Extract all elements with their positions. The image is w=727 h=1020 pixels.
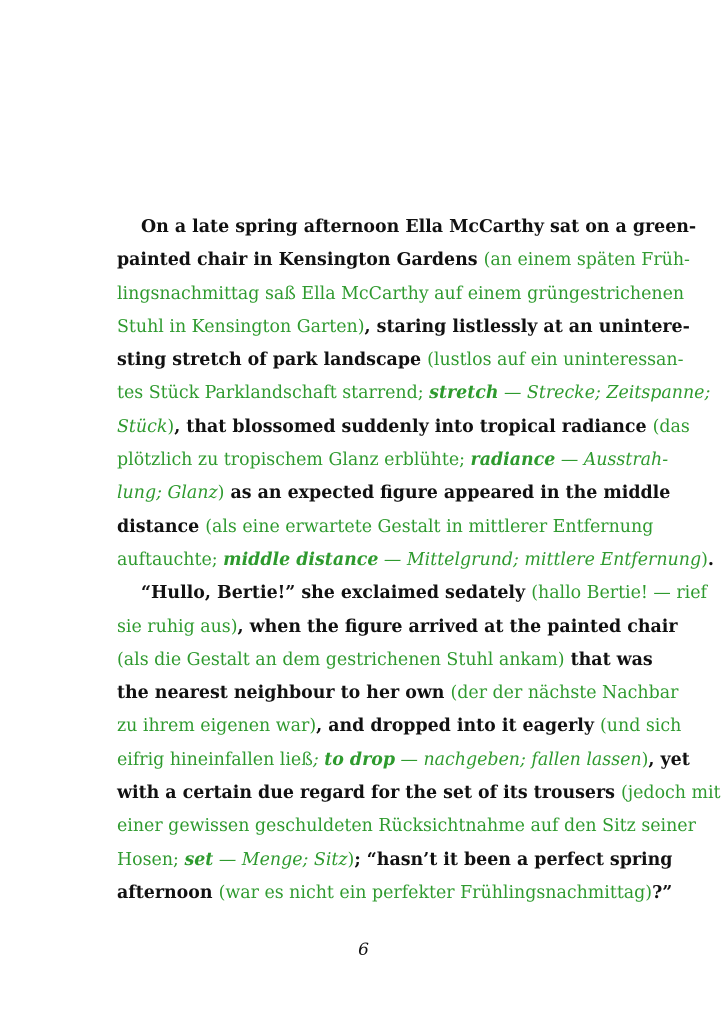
text-line	[117, 477, 671, 510]
german-gloss: — Ausstrah-	[555, 450, 669, 471]
english-text: that was	[564, 649, 653, 670]
german-gloss: ;	[312, 749, 325, 770]
text-line	[117, 844, 673, 877]
english-text: “Hullo, Bertie!” she exclaimed sedately	[141, 583, 532, 604]
text-line	[117, 810, 696, 843]
english-text: ?”	[652, 882, 673, 903]
english-text: , and dropped into it eagerly	[316, 716, 601, 737]
text-line	[117, 644, 653, 677]
text-line	[117, 577, 707, 610]
german-gloss: — Menge; Sitz	[213, 849, 348, 870]
german-gloss: (als die Gestalt an dem gestrichenen Stuhl ankam)	[117, 649, 565, 670]
german-gloss: (jedoch mit	[620, 783, 721, 804]
vocab-term: to drop	[324, 749, 395, 770]
german-gloss: auftauchte;	[117, 549, 224, 570]
text-line	[117, 744, 690, 777]
german-gloss: )	[347, 849, 355, 870]
text-line	[117, 877, 673, 910]
german-gloss: einer gewissen geschuldeten Rücksichtnahme auf den Sitz seiner	[117, 816, 696, 837]
german-gloss: (das	[652, 416, 690, 437]
text-line	[117, 777, 721, 810]
english-text: with a certain due regard for the set of its trousers	[117, 783, 621, 804]
german-gloss: tes Stück Parklandschaft starrend;	[117, 383, 430, 404]
german-gloss: Hosen;	[117, 849, 185, 870]
german-gloss: (lustlos auf ein uninteressan-	[427, 350, 684, 371]
text-line	[117, 611, 678, 644]
german-gloss: lung; Glanz	[117, 483, 218, 504]
text-line	[117, 444, 669, 477]
vocab-term: stretch	[429, 383, 499, 404]
text-line	[117, 311, 690, 344]
english-text: ; “hasn’t it been a perfect spring	[354, 849, 673, 870]
german-gloss: Stuhl in Kensington Garten)	[117, 316, 365, 337]
english-text: distance	[117, 516, 206, 537]
english-text: painted chair in Kensington Gardens	[117, 250, 484, 271]
page-number: 6	[358, 940, 369, 960]
text-line	[117, 244, 690, 277]
german-gloss: (als eine erwartete Gestalt in mittlerer Entfernung	[205, 516, 654, 537]
vocab-term: middle distance	[223, 549, 379, 570]
vocab-term: set	[184, 849, 214, 870]
english-text: sting stretch of park landscape	[117, 350, 428, 371]
german-gloss: )	[701, 549, 708, 570]
german-gloss: — Strecke; Zeitspanne;	[498, 383, 711, 404]
vocab-term: radiance	[470, 450, 556, 471]
german-gloss: (der der nächste Nachbar	[450, 683, 679, 704]
english-text: , that blossomed suddenly into tropical radiance	[174, 416, 653, 437]
text-line	[117, 511, 654, 544]
text-line	[117, 411, 690, 444]
german-gloss: (hallo Bertie! — rief	[531, 583, 707, 604]
german-gloss: sie ruhig aus)	[117, 616, 238, 637]
text-line	[117, 377, 711, 410]
german-gloss: plötzlich zu tropischem Glanz erblühte;	[117, 450, 471, 471]
english-text: , staring listlessly at an unintere-	[364, 316, 690, 337]
german-gloss: )	[217, 483, 225, 504]
german-gloss: eifrig hineinfallen ließ	[117, 749, 313, 770]
book-page-text	[117, 211, 721, 910]
text-line	[117, 544, 714, 577]
text-line	[117, 710, 682, 743]
german-gloss: zu ihrem eigenen war)	[117, 716, 317, 737]
german-gloss: (war es nicht ein perfekter Frühlingsnachmittag)	[218, 882, 653, 903]
text-line	[117, 344, 684, 377]
german-gloss: — nachgeben; fallen lassen	[395, 749, 642, 770]
english-text: afternoon	[117, 882, 219, 903]
english-text: On a late spring afternoon Ella McCarthy sat on a green-	[141, 217, 697, 237]
text-line	[117, 278, 685, 311]
english-text: , when the figure arrived at the painted chair	[237, 616, 678, 637]
english-text: , yet	[648, 749, 690, 770]
text-line	[117, 211, 697, 244]
english-text: as an expected figure appeared in the middle	[224, 483, 671, 504]
german-gloss: Stück	[117, 416, 168, 437]
german-gloss: (an einem späten Früh-	[483, 250, 690, 271]
german-gloss: — Mittelgrund; mittlere Entfernung	[378, 549, 702, 570]
german-gloss: lingsnachmittag saß Ella McCarthy auf einem grüngestrichenen	[117, 283, 685, 304]
english-text: .	[707, 549, 714, 570]
english-text: the nearest neighbour to her own	[117, 683, 451, 704]
german-gloss: (und sich	[600, 716, 682, 737]
german-gloss: )	[167, 416, 175, 437]
text-line	[117, 677, 679, 710]
german-gloss: )	[641, 749, 649, 770]
